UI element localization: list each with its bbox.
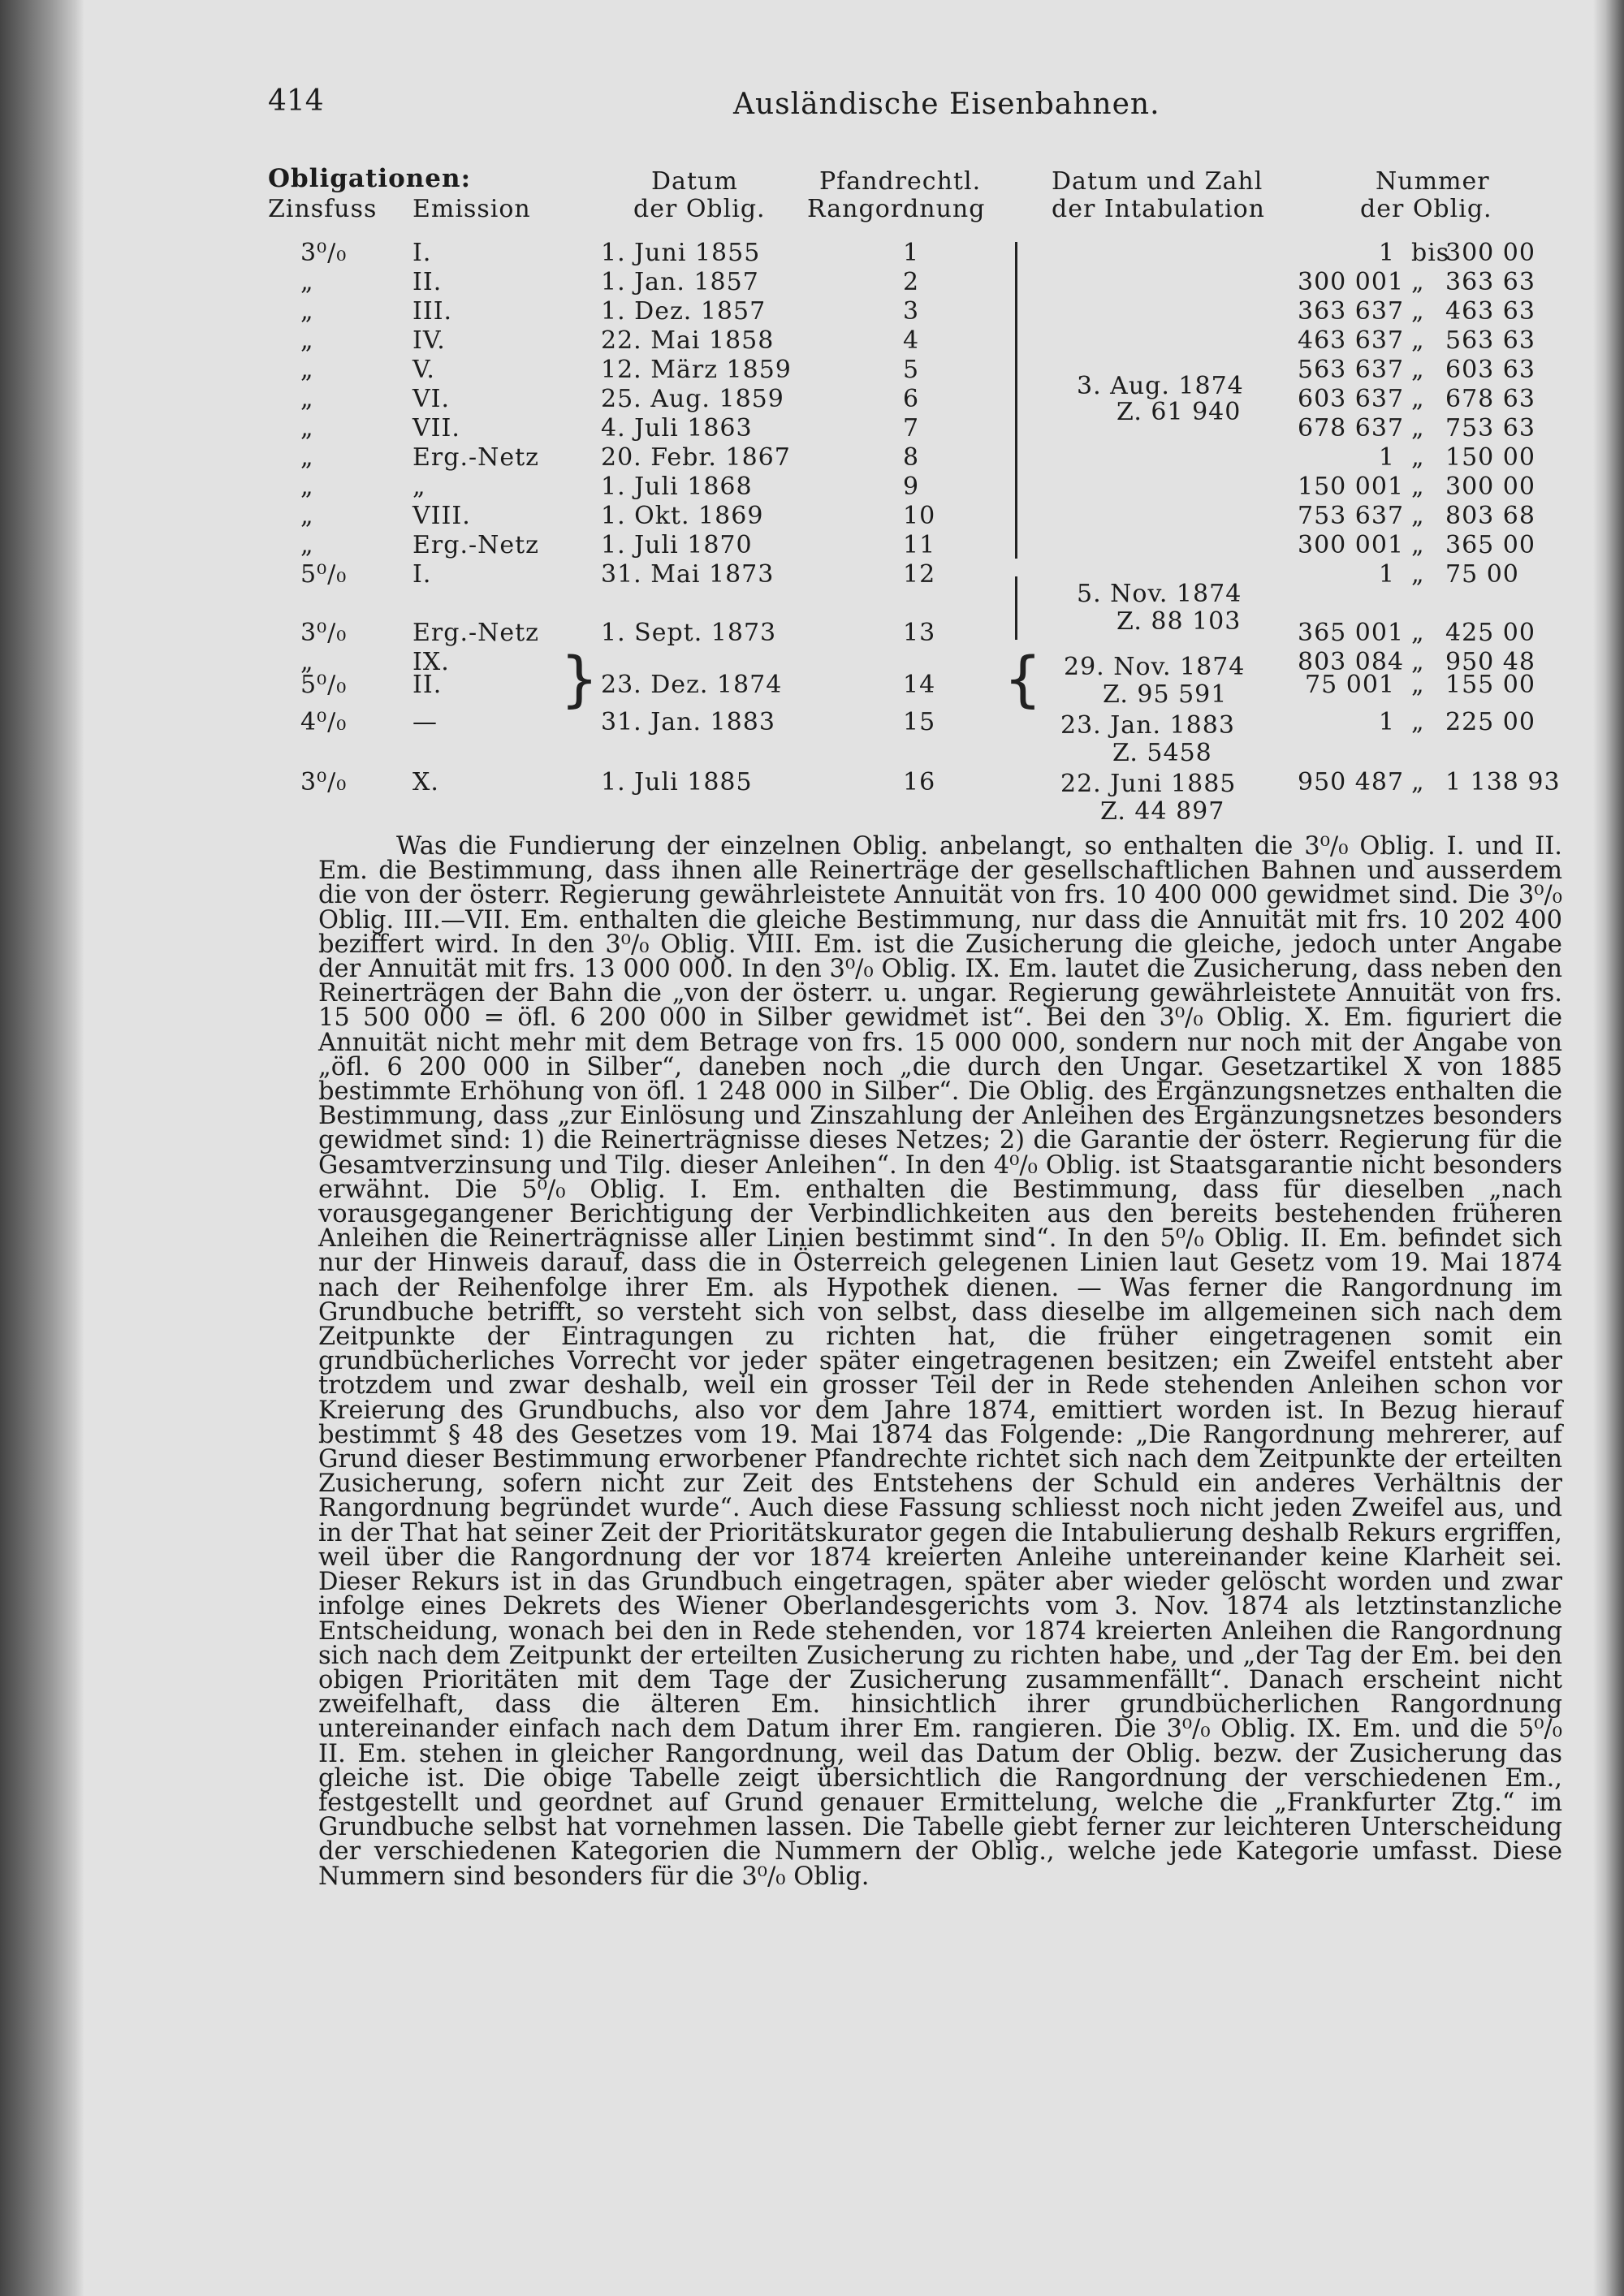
cell-nummer-from: 1 (1378, 239, 1395, 267)
cell-emission: III. (412, 297, 453, 326)
cell-nummer-to: 563 63 (1445, 326, 1535, 355)
cell-emission: VI. (412, 385, 451, 413)
cell-nummer-to: 463 63 (1445, 297, 1535, 326)
cell-nummer-bis: „ (1411, 297, 1425, 326)
cell-rangordnung: 9 (903, 473, 920, 501)
cell-datum: 1. Juni 1855 (601, 239, 761, 267)
cell-emission: Erg.-Netz (412, 443, 539, 472)
cell-nummer-from: 753 637 (1298, 502, 1405, 530)
body-paragraph: Was die Fundierung der einzelnen Oblig. anbelangt, so enthalten die 3⁰/₀ Oblig. I. und II. Em. die Bestimmung, dass ihnen alle Reinerträge der gesellschaftlichen Bahnen und ausserdem die von der österr. Regierung gewährleistete Annuität von frs. 10 400 000 gewidmet sind. Die 3⁰/₀ Oblig. III.—VII. Em. enthalten die gleiche Bestimmung, nur dass die Annuität mit frs. 10 202 400 beziffert wird. In den 3⁰/₀ Oblig. VIII. Em. ist die Zusicherung die gleiche, jedoch unter Angabe der Annuität mit frs. 13 000 000. In den 3⁰/₀ Oblig. IX. Em. lautet die Zusicherung, dass neben den Reinerträgen der Bahn die „von der österr. u. ungar. Regierung gewährleistete Annuität von frs. 15 500 000 = öfl. 6 200 000 in Silber gewidmet ist“. Bei den 3⁰/₀ Oblig. X. Em. figuriert die Annuität nicht mehr mit dem Betrage von frs. 15 000 000, sondern nur noch mit der Angabe von „öfl. 6 200 000 in Silber“, daneben noch „die durch den Ungar. Gesetzartikel X von 1885 bestimmte Erhöhung von öfl. 1 248 000 in Silber“. Die Oblig. des Ergänzungsnetzes enthalten die Bestimmung, dass „zur Einlösung und Zinszahlung der Anleihen des Ergänzungsnetzes besonders gewidmet sind: 1) die Reinerträgnisse dieses Netzes; 2) die Garantie der österr. Regierung für die Gesamtverzinsung und Tilg. dieser Anleihen“. In den 4⁰/₀ Oblig. ist Staatsgarantie nicht besonders erwähnt. Die 5⁰/₀ Oblig. I. Em. enthalten die Bestimmung, dass für dieselben „nach vorausgegangener Berichtigung der Verbindlichkeiten aus den bereits bestehenden früheren Anleihen die Reinerträgnisse aller Linien bestimmt sind“. In den 5⁰/₀ Oblig. II. Em. befindet sich nur der Hinweis darauf, dass die in Österreich gelegenen Linien laut Gesetz vom 19. Mai 1874 nach der Reihenfolge ihrer Em. als Hypothek dienen. — Was ferner die Rangordnung im Grundbuche betrifft, so versteht sich von selbst, dass dieselbe im allgemeinen sich nach dem Zeitpunkte der Eintragungen zu richten hat, die früher eingetragenen somit ein grundbücherliches Vorrecht vor jeder später eingetragenen besitzen; ein Zweifel entsteht aber trotzdem und zwar deshalb, weil ein grosser Teil der in Rede stehenden Anleihen schon vor Kreierung des Grundbuchs, also vor dem Jahre 1874, emittiert worden ist. In Bezug hierauf bestimmt § 48 des Gesetzes vom 19. Mai 1874 das Folgende: „Die Rangordnung mehrerer, auf Grund dieser Bestimmung erworbener Pfandrechte richtet sich nach dem Zeitpunkte der erteilten Zusicherung, sofern nicht zur Zeit des Entstehens der Schuld ein anderes Verhältnis der Rangordnung begründet wurde“. Auch diese Fassung schliesst noch nicht jeden Zweifel aus, und in der That hat seiner Zeit der Prioritätskurator gegen die Intabulierung deshalb Rekurs ergriffen, weil über die Rangordnung der vor 1874 kreierten Anleihe untereinander keine Klarheit sei. Dieser Rekurs ist in das Grundbuch eingetragen, später aber wieder gelöscht worden und zwar infolge eines Dekrets des Wiener Oberlandesgerichts vom 3. Nov. 1874 als letztinstanzliche Entscheidung, wonach bei den in Rede stehenden, vor 1874 kreierten Anleihen die Rangordnung sich nach dem Zeitpunkt der erteilten Zusicherung zu richten habe, und „der Tag der Em. bei den obigen Prioritäten mit dem Tage der Zusicherung zusammenfällt“. Danach erscheint nicht zweifelhaft, dass die älteren Em. hinsichtlich ihrer grundbücherlichen Rangordnung untereinander einfach nach dem Datum ihrer Em. rangieren. Die 3⁰/₀ Oblig. IX. Em. und die 5⁰/₀ II. Em. stehen in gleicher Rangordnung, weil das Datum der Oblig. bezw. der Zusicherung das gleiche ist. Die obige Tabelle zeigt übersichtlich die Rangordnung der verschiedenen Em., festgestellt und geordnet auf Grund genauer Ermittelung, welche die „Frankfurter Ztg.“ im Grundbuche selbst hat vornehmen lassen. Die Tabelle giebt ferner zur leichteren Unterscheidung der verschiedenen Kategorien die Nummern der Oblig., welche jede Kategorie umfasst. Diese Nummern sind besonders für die 3⁰/₀ Oblig. (318, 832, 1562, 1891)
cell-rangordnung: 4 (903, 326, 920, 355)
cell-nummer-from: 363 637 (1298, 297, 1405, 326)
cell-nummer-to: 425 00 (1445, 619, 1535, 647)
cell-emission: V. (412, 356, 435, 384)
cell-zinsfuss: „ (300, 326, 314, 355)
cell-rangordnung: 10 (903, 502, 936, 530)
cell-datum: 22. Mai 1858 (601, 326, 775, 355)
column-header-datum-line1: Datum (651, 167, 738, 196)
cell-emission: IV. (412, 326, 446, 355)
cell-rangordnung: 2 (903, 268, 920, 296)
column-header-zinsfuss: Zinsfuss (268, 195, 378, 223)
cell-nummer-from: 950 487 (1298, 768, 1405, 796)
cell-nummer-to: 365 00 (1445, 531, 1535, 559)
cell-nummer-to: 300 00 (1445, 239, 1535, 267)
cell-zinsfuss: „ (300, 502, 314, 530)
cell-nummer-from: 803 084 (1298, 648, 1405, 676)
cell-datum: 25. Aug. 1859 (601, 385, 784, 413)
cell-nummer-to: 1 138 93 (1445, 768, 1561, 796)
cell-nummer-from: 603 637 (1298, 385, 1405, 413)
intab-3-date: 29. Nov. 1874 (1064, 653, 1246, 681)
column-header-pfand-line2: Rangordnung (807, 195, 986, 223)
cell-nummer-from: 365 001 (1298, 619, 1405, 647)
cell-rangordnung: 15 (903, 708, 936, 736)
cell-datum: 31. Jan. 1883 (601, 708, 775, 736)
column-header-datum-line2: der Oblig. (633, 195, 766, 223)
cell-nummer-to: 363 63 (1445, 268, 1535, 296)
brace-group-3: { (1004, 645, 1043, 714)
cell-datum: 31. Mai 1873 (601, 560, 775, 589)
intab-3-zahl: Z. 95 591 (1103, 680, 1228, 709)
cell-nummer-bis: „ (1411, 531, 1425, 559)
cell-zinsfuss: „ (300, 473, 314, 501)
cell-datum: 1. Juli 1868 (601, 473, 753, 501)
cell-zinsfuss: „ (300, 356, 314, 384)
cell-nummer-bis: „ (1411, 560, 1425, 589)
cell-nummer-bis: „ (1411, 502, 1425, 530)
column-header-emission: Emission (412, 195, 531, 223)
cell-nummer-from: 300 001 (1298, 268, 1405, 296)
cell-nummer-bis: bis (1411, 239, 1450, 267)
intab-4-date: 23. Jan. 1883 (1060, 711, 1235, 740)
cell-nummer-bis: „ (1411, 326, 1425, 355)
cell-emission: „ (412, 473, 426, 501)
cell-datum: 4. Juli 1863 (601, 414, 753, 442)
body-text (318, 832, 1562, 1891)
column-header-nummer-line2: der Oblig. (1360, 195, 1492, 223)
cell-nummer-bis: „ (1411, 708, 1425, 736)
page-number: 414 (268, 84, 324, 118)
cell-nummer-bis: „ (1411, 671, 1425, 699)
cell-nummer-bis: „ (1411, 648, 1425, 676)
cell-zinsfuss: 5⁰/₀ (300, 671, 348, 699)
cell-rangordnung: 13 (903, 619, 936, 647)
brace-group-1 (1015, 242, 1017, 559)
cell-emission: II. (412, 268, 443, 296)
cell-nummer-to: 150 00 (1445, 443, 1535, 472)
cell-zinsfuss: „ (300, 268, 314, 296)
cell-nummer-bis: „ (1411, 768, 1425, 796)
cell-emission: II. (412, 671, 443, 699)
intab-1-zahl: Z. 61 940 (1116, 398, 1242, 426)
page-right-edge (1593, 0, 1624, 2296)
cell-nummer-bis: „ (1411, 473, 1425, 501)
cell-nummer-to: 225 00 (1445, 708, 1535, 736)
cell-emission: VII. (412, 414, 460, 442)
cell-emission: VIII. (412, 502, 471, 530)
cell-nummer-to: 603 63 (1445, 356, 1535, 384)
column-header-intab-line2: der Intabulation (1052, 195, 1265, 223)
cell-rangordnung: 7 (903, 414, 920, 442)
cell-datum: 1. Juli 1885 (601, 768, 753, 796)
cell-zinsfuss: „ (300, 385, 314, 413)
cell-datum: 12. März 1859 (601, 356, 792, 384)
cell-nummer-from: 75 001 (1305, 671, 1395, 699)
cell-datum: 1. Sept. 1873 (601, 619, 777, 647)
cell-zinsfuss: „ (300, 297, 314, 326)
cell-nummer-bis: „ (1411, 385, 1425, 413)
cell-nummer-from: 1 (1378, 708, 1395, 736)
cell-emission: IX. (412, 648, 450, 676)
intab-1-date: 3. Aug. 1874 (1077, 372, 1244, 400)
cell-zinsfuss: 3⁰/₀ (300, 768, 348, 796)
section-title: Obligationen: (268, 164, 472, 193)
cell-datum: 1. Dez. 1857 (601, 297, 767, 326)
cell-zinsfuss: „ (300, 443, 314, 472)
intab-4-zahl: Z. 5458 (1112, 739, 1212, 767)
cell-nummer-bis: „ (1411, 443, 1425, 472)
cell-nummer-to: 300 00 (1445, 473, 1535, 501)
cell-nummer-to: 753 63 (1445, 414, 1535, 442)
cell-rangordnung: 14 (903, 671, 936, 699)
cell-datum: 20. Febr. 1867 (601, 443, 791, 472)
cell-nummer-from: 300 001 (1298, 531, 1405, 559)
cell-emission: Erg.-Netz (412, 619, 539, 647)
cell-nummer-to: 803 68 (1445, 502, 1535, 530)
cell-datum: 1. Juli 1870 (601, 531, 753, 559)
cell-datum: 23. Dez. 1874 (601, 671, 783, 699)
cell-nummer-to: 950 48 (1445, 648, 1535, 676)
cell-rangordnung: 8 (903, 443, 920, 472)
cell-zinsfuss: „ (300, 531, 314, 559)
cell-rangordnung: 6 (903, 385, 920, 413)
intab-5-zahl: Z. 44 897 (1100, 797, 1225, 826)
cell-rangordnung: 3 (903, 297, 920, 326)
column-header-pfand-line1: Pfandrechtl. (819, 167, 982, 196)
cell-rangordnung: 5 (903, 356, 920, 384)
cell-emission: X. (412, 768, 439, 796)
cell-rangordnung: 16 (903, 768, 936, 796)
intab-5-date: 22. Juni 1885 (1060, 770, 1237, 798)
cell-emission: Erg.-Netz (412, 531, 539, 559)
brace-group-2 (1015, 576, 1017, 640)
cell-nummer-from: 150 001 (1298, 473, 1405, 501)
column-header-intab-line1: Datum und Zahl (1052, 167, 1263, 196)
brace-emission-ix-ii: } (560, 645, 599, 714)
cell-nummer-to: 155 00 (1445, 671, 1535, 699)
running-title: Ausländische Eisenbahnen. (733, 88, 1160, 121)
cell-zinsfuss: 3⁰/₀ (300, 619, 348, 647)
cell-zinsfuss: 4⁰/₀ (300, 708, 348, 736)
cell-nummer-to: 678 63 (1445, 385, 1535, 413)
book-spine-shadow (0, 0, 75, 2296)
cell-nummer-from: 678 637 (1298, 414, 1405, 442)
cell-nummer-from: 463 637 (1298, 326, 1405, 355)
intab-2-date: 5. Nov. 1874 (1077, 580, 1242, 608)
cell-zinsfuss: 5⁰/₀ (300, 560, 348, 589)
cell-nummer-from: 563 637 (1298, 356, 1405, 384)
cell-nummer-bis: „ (1411, 356, 1425, 384)
cell-emission: I. (412, 560, 432, 589)
column-header-nummer-line1: Nummer (1376, 167, 1490, 196)
cell-nummer-bis: „ (1411, 414, 1425, 442)
cell-datum: 1. Okt. 1869 (601, 502, 764, 530)
cell-nummer-from: 1 (1378, 443, 1395, 472)
cell-rangordnung: 1 (903, 239, 920, 267)
spine-edge-gradient (75, 0, 84, 2296)
cell-nummer-bis: „ (1411, 619, 1425, 647)
intab-2-zahl: Z. 88 103 (1116, 607, 1242, 636)
cell-zinsfuss: 3⁰/₀ (300, 239, 348, 267)
cell-emission: — (412, 708, 438, 736)
cell-zinsfuss: „ (300, 414, 314, 442)
cell-nummer-bis: „ (1411, 268, 1425, 296)
cell-nummer-to: 75 00 (1445, 560, 1519, 589)
cell-rangordnung: 11 (903, 531, 936, 559)
cell-zinsfuss: „ (300, 648, 314, 676)
cell-nummer-from: 1 (1378, 560, 1395, 589)
cell-rangordnung: 12 (903, 560, 936, 589)
cell-datum: 1. Jan. 1857 (601, 268, 759, 296)
cell-emission: I. (412, 239, 432, 267)
